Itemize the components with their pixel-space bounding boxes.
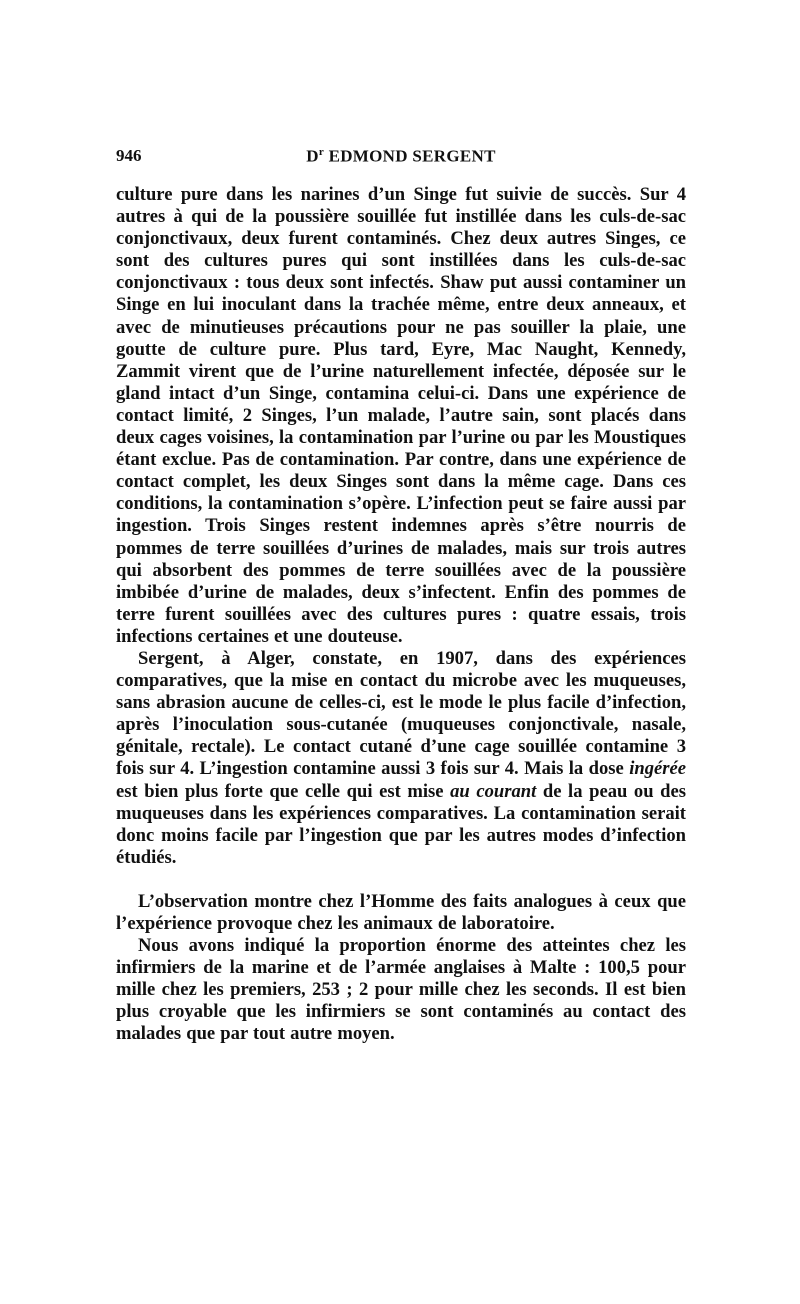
- italic-term: au courant: [450, 780, 537, 802]
- paragraph-human-observation: L’observation montre chez l’Homme des faits analogues à ceux que l’expérience provoque chez les animaux de laboratoire.: [116, 890, 686, 934]
- author-header: [116, 146, 686, 167]
- paragraph-text: de la peau ou des muqueuses dans les expériences comparatives. La contamination serait donc moins facile par l’ingestion que par les autres modes d’infection étudiés.: [116, 780, 686, 868]
- author-prefix-superscript: r: [318, 146, 325, 158]
- paragraph-text: Sergent, à Alger, constate, en 1907, dans des expériences comparatives, que la mise en contact du microbe avec les muqueuses, sans abrasion aucune de celles-ci, est le mode le plus facile d’infection, après l’inoculation sous-cutanée (muqueuses conjonctivale, nasale, génitale, rectale). Le contact cutané d’une cage souillée contamine 3 fois sur 4. L’ingestion contamine aussi 3 fois sur 4. Mais la dose: [116, 647, 686, 780]
- body-text: [116, 184, 686, 1046]
- running-head: [116, 146, 686, 172]
- paragraph-continued: culture pure dans les narines d’un Singe fut suivie de succès. Sur 4 autres à qui de la poussière souillée fut instillée dans les culs-de-sac conjonctivaux, deux furent contaminés. Chez deux autres Singes, ce sont des cultures pures qui sont instillées dans les culs-de-sac conjonctivaux : tous deux sont infectés. Shaw put aussi contaminer un Singe en lui inoculant dans la trachée même, entre deux anneaux, et avec de minutieuses précautions pour ne pas souiller la plaie, une goutte de culture pure. Plus tard, Eyre, Mac Naught, Kennedy, Zammit virent que de l’urine naturellement infectée, déposée sur le gland intact d’un Singe, contamina celui-ci. Dans une expérience de contact limité, 2 Singes, l’un malade, l’autre sain, sont placés dans deux cages voisines, la contamination par l’urine ou par les Moustiques étant exclue. Pas de contamination. Par contre, dans une expérience de contact complet, les deux Singes sont dans la même cage. Dans ces conditions, la contamination s’opère. L’infection peut se faire aussi par ingestion. Trois Singes restent indemnes après s’être nourris de pommes de terre souillées d’urines de malades, mais sur trois autres qui absorbent des pommes de terre souillées avec de la poussière imbibée d’urine de malades, deux s’infectent. Enfin des pommes de terre furent souillées avec des cultures pures : quatre essais, trois infections certaines et une douteuse.: [116, 184, 686, 647]
- paragraph-sergent-experiments: [116, 648, 686, 869]
- paragraph-text: est bien plus forte que celle qui est mise: [116, 780, 444, 802]
- author-name: EDMOND SERGENT: [328, 146, 496, 166]
- italic-term: ingérée: [629, 758, 687, 780]
- paragraph-malta-nurses: Nous avons indiqué la proportion énorme des atteintes chez les infirmiers de la marine et de l’armée anglaises à Malte : 100,5 pour mille chez les premiers, 253 ; 2 pour mille chez les seconds. Il est bien plus croyable que les infirmiers se sont contaminés au contact des malades que par tout autre moyen.: [116, 935, 686, 1045]
- author-prefix: D: [306, 146, 319, 166]
- page-number: 946: [116, 146, 142, 165]
